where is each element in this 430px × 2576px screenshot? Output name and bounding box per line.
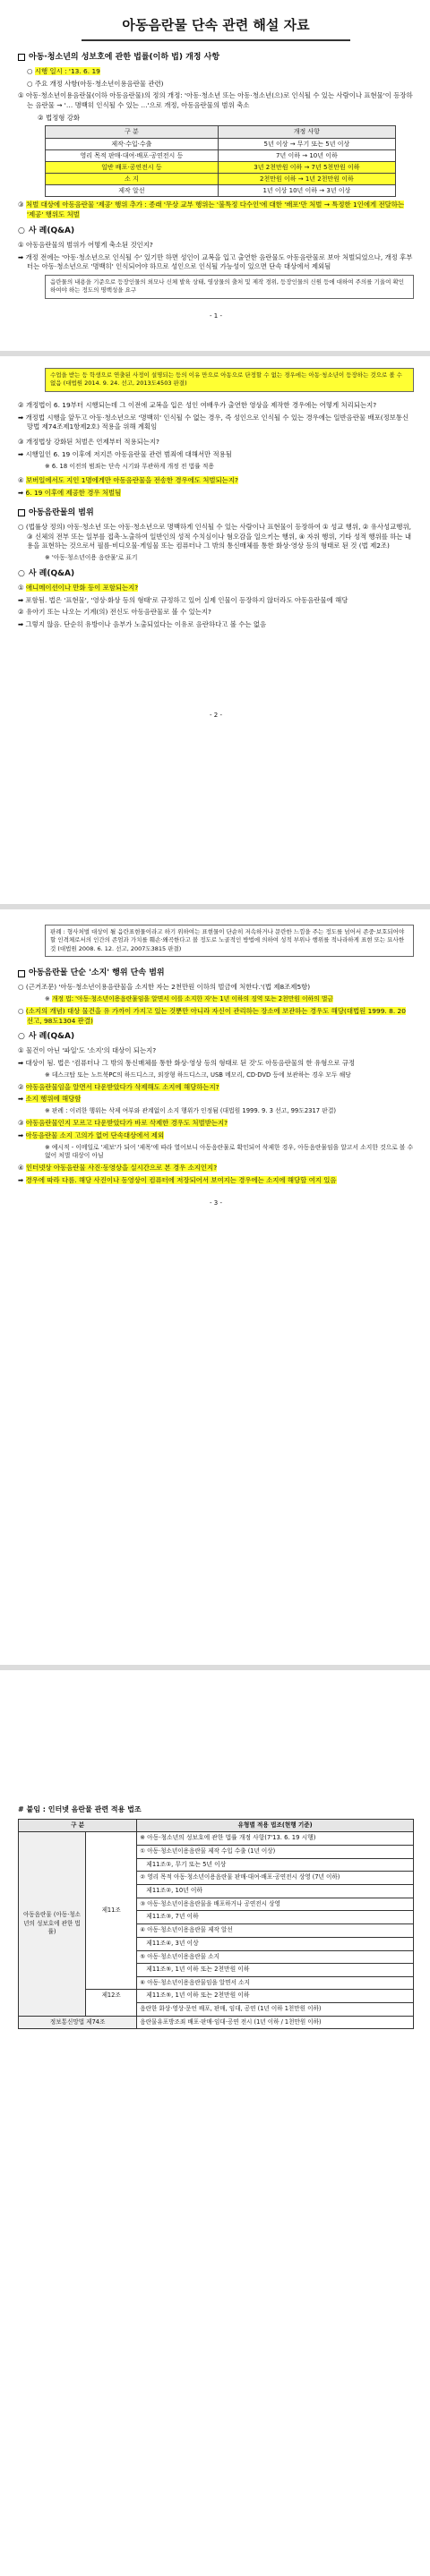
document-title: 아동음란물 단속 관련 해설 자료 (82, 16, 350, 41)
content-label: ○ 주요 개정 사항(아동·청소년이용음란물 관련) (27, 79, 164, 88)
qa1-note: 음란물의 내용을 기준으로 등장인물의 외모나 신체 발육 상태, 영상물의 출처 및 제작 경위, 등장인물의 신원 등에 대하여 주의를 기울여 확인하여야 하는 정도의 명백성을 요구 (18, 275, 414, 299)
page-number: - 1 - (210, 311, 222, 320)
table-row: 제작 알선 1년 이상 10년 이하 → 3년 이상 (46, 185, 396, 197)
table-row: 제11조⑤, 1년 이하 또는 2천만원 이하 (19, 1964, 414, 1977)
scope-definition-note: ※ '아동·청소년이용 음란물'로 표기 (45, 554, 138, 562)
scope-q1: ① 애니메이션이나 만화 등이 포함되는지? (18, 583, 139, 592)
table-row: ① 아동·청소년이용음란물 제작 수입 수출 (1년 이상) (19, 1845, 414, 1858)
table-row: ④ 아동·청소년이용음란물 제작 알선 (19, 1924, 414, 1938)
table-row: 제11조④, 3년 이상 (19, 1937, 414, 1950)
possession-a2: ➡ 소지 행위에 해당함 (18, 1095, 82, 1104)
possession-a1-note: ※ 데스크탑 또는 노트북PC의 하드디스크, 외장형 하드디스크, USB 메모리, CD·DVD 등에 보관하는 경우 모두 해당 (45, 1070, 351, 1079)
possession-basis: ○ (근거조문) '아동·청소년이용음란물을 소지한 자는 2천만원 이하의 벌금에 처한다.'(법 제8조제5항) (18, 983, 311, 992)
annex-heading: # 붙임 : 인터넷 음란물 관련 적용 법조 (18, 1805, 142, 1813)
checkbox-bullet-icon (18, 54, 25, 61)
possession-a3: ➡ 아동음란물 소지 고의가 없어 단속대상에서 제외 (18, 1130, 165, 1139)
scope-a1: ➡ 포함됨. 법은 '표현물', '영상·화상 등의 형태'로 규정하고 있어 실제 인물이 등장하지 않더라도 아동음란물에 해당 (18, 595, 348, 604)
annex-article: 제11조 (85, 1832, 136, 1990)
qa4-answer: ➡ 6. 19 이후에 제공한 경우 처벌됨 (18, 489, 122, 498)
table-row: 제작·수입·수출 5년 이상 → 무기 또는 5년 이상 (46, 138, 396, 149)
table-row: 일반 배포·공연전시 등 3년 2천만원 이하 → 7년 5천만원 이하 (46, 161, 396, 173)
annex-left-label: 아동음란물 (아동·청소년의 성보호에 관한 법률) (19, 1832, 86, 2017)
qa2-answer: ➡ 개정법 시행을 앞두고 아동·청소년으로 '명백히' 인식될 수 없는 경우, 즉 성인으로 인식될 수 있는 경우에는 일반음란물 배포(정보통신망법 제74조제1항제2호) 적용을 위해 계획임 (18, 413, 409, 431)
annex-page (0, 1799, 430, 2029)
scope-precedent-note: 판례 : 형사처벌 대상이 될 음란표현물이라고 하기 위하여는 표현물이 단순히 저속하거나 문란한 느낌을 주는 정도를 넘어서 존중·보호되어야 할 인격체로서의 인간의 존엄과 가치를 훼손·왜곡한다고 볼 정도로 노골적인 방법에 의하여 성적 부위나 행위를 적나라하게 표현 또는 묘사한 것 (대법원 2008. 6. 12. 선고, 2007도3815 판결) (18, 925, 414, 957)
page-break (0, 351, 430, 356)
table-row: 제11조③, 7년 이하 (19, 1911, 414, 1924)
penalty-table (45, 125, 396, 197)
page-break (0, 1665, 430, 1670)
table-row: 소 지 2천만원 이하 → 1년 2천만원 이하 (46, 174, 396, 185)
possession-a3-note: ※ 예시적 - 이메일로 '제보'가 되어 '제목'에 따라 열어보니 아동음란물로 확인되어 삭제한 경우, 아동음란물임을 알고서 소지한 것으로 볼 수 없어 처벌 대상이 아님 (45, 1143, 414, 1160)
effective-date: ○ 시행 일시 : '13. 6. 19 (27, 66, 100, 75)
annex-sub: ※ 아동·청소년의 성보호에 관한 법률 개정 사항(7'13. 6. 19 시행) (137, 1832, 414, 1846)
table-row: 제12조 제11조⑤, 1년 이하 또는 2천만원 이하 (19, 1990, 414, 2003)
page-number: - 2 - (210, 711, 222, 719)
table-row: 영리 목적 판매·대여·배포·공연전시 등 7년 이하 → 10년 이하 (46, 149, 396, 161)
table-row: ② 영리 목적 아동·청소년이용음란물 판매·대여·배포·공연전시 상영 (7년 이하) (19, 1872, 414, 1885)
table-head-cell: 개정 사항 (218, 126, 395, 138)
checkbox-bullet-icon (18, 970, 25, 977)
possession-q1: ① 물건이 아닌 '파일'도 '소지'의 대상이 되는지? (18, 1046, 157, 1055)
page-break (0, 904, 430, 909)
scope-definition: ○ (법률상 정의) 아동·청소년 또는 아동·청소년으로 명백하게 인식될 수 있는 사람이나 표현물이 등장하여 ① 성교 행위, ② 유사성교행위, ③ 신체의 전부 또는 일부를 접촉·노출하여 일반인의 성적 수치심이나 혐오감을 일으키는 행위, ④ 자위 행위, 기타 성적 행위를 하는 내용을 표현하는 것으로서 필름·비디오물·게임물 또는 컴퓨터나 그 밖의 통신매체를 통한 화상·영상 등의 형태로 된 것 (법 제2조) (18, 522, 412, 550)
qa-heading-1: ○ 사 례(Q&A) (18, 226, 75, 235)
qa4-question: ④ 보버일에서도 지인 1명에게만 아동음란물을 전송한 경우에도 처벌되는지? (18, 476, 238, 485)
qa3-answer: ➡ 시행일인 6. 19 이후에 저지른 아동음란물 관련 범죄에 대해서만 적용됨 (18, 449, 232, 458)
possession-q3: ③ 아동음란물인지 모르고 다운받았다가 바로 삭제한 경우도 처벌받는지? (18, 1119, 228, 1128)
annex-head-cell: 유형별 적용 법조(현행 기준) (137, 1819, 414, 1832)
annex-article-2: 제12조 (85, 1990, 136, 2016)
table-row: 음란한 화상·영상·문언 배포, 판매, 임대, 공연 (1년 이하 1천만원 이하) (19, 2003, 414, 2017)
qa1-note-continued: 수업을 받는 등 학생으로 연출된 사정이 설명되는 등의 이유 만으로 아동으로 단정할 수 없는 경우에는 아동·청소년이 등장하는 것으로 볼 수 없음 (대법원 2014. 9. 24. 선고, 2013도4503 판결) (18, 368, 414, 392)
qa3-question: ③ 개정법상 강화된 처벌은 언제부터 적용되는지? (18, 438, 159, 447)
possession-basis-note: ※ 개정 법: '아동·청소년이용음란물임을 알면서 이를 소지한 자'는 1년 이하의 징역 또는 2천만원 이하의 벌금 (45, 995, 333, 1003)
qa2-question: ② 개정법이 6. 19부터 시행되는데 그 이전에 교복을 입은 성인 여배우가 출연한 영상을 제작한 경우에는 어떻게 처리되는지? (18, 400, 377, 409)
qa1-answer: ➡ 개정 전에는 '아동·청소년으로 인식될 수' 있기만 하면 성인이 교복을 입고 출연한 음란물도 아동음란물로 보아 처벌되었으나, 개정 후부터는 아동·청소년으로 '명백히' 인식되어야 하므로 성인으로 인식될 가능성이 있으면 단속 대상에서 제외됨 (18, 252, 413, 271)
table-row: 제11조①, 무기 또는 5년 이상 (19, 1858, 414, 1872)
section-possession-heading: 아동음란물 단순 '소지' 행위 단속 범위 (18, 968, 414, 979)
possession-q2: ② 아동음란물임을 알면서 다운받았다가 삭제해도 소지에 해당하는지? (18, 1082, 219, 1091)
table-head-cell: 구 분 (46, 126, 219, 138)
table-row: ③ 아동·청소년이용음란물을 배포하거나 공연전시 상영 (19, 1898, 414, 1911)
annex-head-cell: 구 분 (19, 1819, 137, 1832)
possession-q4: ④ 인터넷상 아동음란물 사진·동영상을 실시간으로 본 경우 소지인지? (18, 1164, 218, 1173)
amend-item-3: ③ 처벌 대상에 아동음란물 '제공' 행위 추가 : 종래 '무상 교부 행위는 '불특정 다수인'에 대한 '배포'만 처벌 → 특정한 1인에게 전달하는 '제공' 행위도 처벌 (18, 200, 405, 219)
possession-a1: ➡ 대상이 됨. 법은 '컴퓨터나 그 밖의 통신매체를 통한 화상·영상 등의 형태로 된 것'도 아동음란물의 한 유형으로 규정 (18, 1059, 356, 1068)
page-number: - 3 - (210, 1198, 222, 1207)
amend-item-1: ① 아동·청소년이용음란물(이하 아동음란물)의 정의 개정: '아동·청소년 또는 아동·청소년(으)로 인식될 수 있는 사람이나 표현물'이 등장하는 음란물 → '… 명백히 인식될 수 있는 …'으로 개정, 아동음란물의 범위 축소 (18, 91, 413, 109)
table-row: ⑥ 아동·청소년이용음란물임을 알면서 소지 (19, 1976, 414, 1990)
qa1-question: ① 아동음란물의 범위가 어떻게 축소된 것인지? (18, 240, 153, 249)
table-row: 정보통신망법 제74조 음란물유포방조죄 배포·판매·임대·공연 전시 (1년 이하 / 1천만원 이하) (19, 2016, 414, 2029)
scope-q2: ② 유아기 또는 나오는 기계(의) 전신도 아동음란물로 볼 수 있는지? (18, 608, 211, 617)
section-law-amendment-heading: 아동·청소년의 성보호에 관한 법률(이하 법) 개정 사항 (18, 52, 414, 64)
qa3-answer-sub: ※ 6. 18 이전의 범죄는 단속 시기와 무관하게 개정 전 법률 적용 (45, 462, 215, 470)
penalty-table-wrap (18, 125, 414, 197)
page-3 (0, 922, 430, 1213)
qa-heading-3: ○ 사 례(Q&A) (18, 1032, 75, 1042)
qa-heading-2: ○ 사 례(Q&A) (18, 568, 75, 578)
section-scope-heading: 아동음란물의 범위 (18, 508, 414, 519)
checkbox-bullet-icon (18, 509, 25, 516)
page-2 (0, 365, 430, 725)
possession-concept: ○ (소지의 개념) 대상 물건을 유 가까이 가지고 있는 것뿐만 아니라 자신이 관리하는 장소에 보관하는 경우도 해당(대법원 1999. 8. 20 선고, 98도1304 판결) (18, 1006, 406, 1025)
scope-a2: ➡ 그렇지 않음. 단순히 유방이나 음부가 노출되었다는 이유로 음란하다고 볼 수는 없음 (18, 620, 267, 629)
annex-table (18, 1819, 414, 2030)
possession-a4: ➡ 경우에 따라 다름. 해당 사진이나 동영상이 컴퓨터에 저장되어서 보여지는 경우에는 소지에 해당할 여지 있음 (18, 1175, 337, 1184)
possession-a2-note: ※ 판례 : 이러한 행위는 삭제 여부와 관계없이 소지 행위가 인정됨 (대법원 1999. 9. 3 선고, 99도2317 판결) (45, 1107, 337, 1115)
amend-item-2: ② 법정형 강화 (38, 113, 81, 122)
table-row: ⑤ 아동·청소년이용음란물 소지 (19, 1950, 414, 1964)
page-1 (0, 0, 430, 326)
table-row: 제11조②, 10년 이하 (19, 1884, 414, 1898)
